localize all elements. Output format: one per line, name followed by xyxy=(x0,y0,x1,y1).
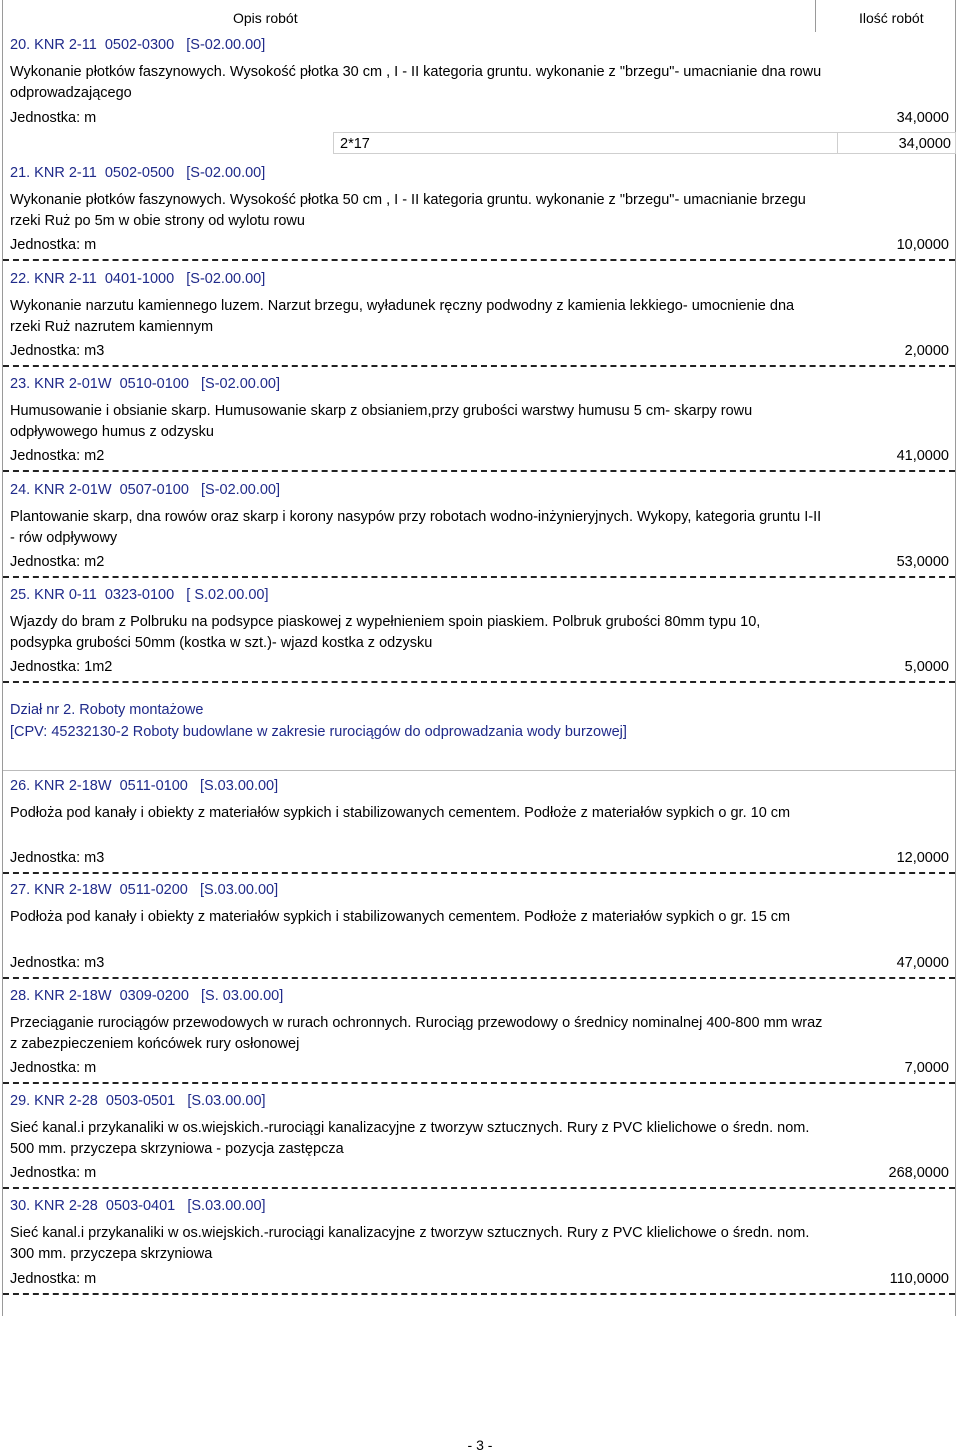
position-quantity: 2,0000 xyxy=(904,343,949,359)
position-description: Wykonanie płotków faszynowych. Wysokość płotka 50 cm , I - II kategoria gruntu. wykonanie z "brzegu"- umacnianie brzegu rzeki Ruż po 5m w obie strony od wylotu rowu xyxy=(10,192,806,229)
position-code: 25. KNR 0-11 0323-0100 [ S.02.00.00] xyxy=(10,587,269,603)
position-description: Wykonanie narzutu kamiennego luzem. Narzut brzegu, wyładunek ręczny podwodny z kamienia lekkiego- umocnienie dna rzeki Ruż nazrutem kamiennym xyxy=(10,298,795,335)
position-code: 28. KNR 2-18W 0309-0200 [S. 03.00.00] xyxy=(10,988,284,1004)
position-unit: Jednostka: m2 xyxy=(10,448,105,464)
position-description: Humusowanie i obsianie skarp. Humusowanie skarp z obsianiem,przy grubości warstwy humusu 5 cm- skarpy rowu odpływowego humus z odzysku xyxy=(10,403,753,440)
position-description: Sieć kanal.i przykanaliki w os.wiejskich.-rurociągi kanalizacyjne z tworzyw sztucznych. Rury z PVC klielichowe o średn. nom. 300 mm. przyczepa skrzyniowa xyxy=(10,1225,810,1262)
description-column-header: Opis robót xyxy=(233,10,298,26)
position-description: Podłoża pod kanały i obiekty z materiałów sypkich i stabilizowanych cementem. Podłoże z materiałów sypkich o gr. 10 cm xyxy=(10,805,791,821)
cost-estimate-sheet xyxy=(2,0,956,1316)
position-description: Podłoża pod kanały i obiekty z materiałów sypkich i stabilizowanych cementem. Podłoże z materiałów sypkich o gr. 15 cm xyxy=(10,909,791,925)
item-separator xyxy=(3,681,955,683)
position-unit: Jednostka: m xyxy=(10,110,97,126)
position-quantity: 7,0000 xyxy=(904,1060,949,1076)
column-header xyxy=(3,0,955,32)
position-code: 26. KNR 2-18W 0511-0100 [S.03.00.00] xyxy=(10,778,279,794)
position-code: 23. KNR 2-01W 0510-0100 [S-02.00.00] xyxy=(10,376,281,392)
position-unit: Jednostka: m xyxy=(10,237,97,253)
position-description: Przeciąganie rurociągów przewodowych w rurach ochronnych. Rurociąg przewodowy o średnicy nominalnej 400-800 mm wraz z zabezpieczeniem końcówek rury osłonowej xyxy=(10,1015,823,1052)
position-description: Wjazdy do bram z Polbruku na podsypce piaskowej z wypełnieniem spoin piaskiem. Polbruk grubości 80mm typu 10, podsypka grubości 50mm (kostka w szt.)- wjazd kostka z odzysku xyxy=(10,614,761,651)
position-quantity: 10,0000 xyxy=(896,237,949,253)
position-description: Wykonanie płotków faszynowych. Wysokość płotka 30 cm , I - II kategoria gruntu. wykonanie z "brzegu"- umacnianie dna rowu odprowadzającego xyxy=(10,64,822,101)
quantity-calculation-row xyxy=(333,132,953,154)
quantity-column-header: Ilość robót xyxy=(859,10,924,26)
position-code: 27. KNR 2-18W 0511-0200 [S.03.00.00] xyxy=(10,882,279,898)
item-separator xyxy=(3,872,955,874)
position-unit: Jednostka: m3 xyxy=(10,850,105,866)
position-unit: Jednostka: m xyxy=(10,1060,97,1076)
position-code: 30. KNR 2-28 0503-0401 [S.03.00.00] xyxy=(10,1198,266,1214)
calc-value: 34,0000 xyxy=(898,136,951,152)
position-code: 21. KNR 2-11 0502-0500 [S-02.00.00] xyxy=(10,165,266,181)
position-quantity: 53,0000 xyxy=(896,554,949,570)
item-separator xyxy=(3,576,955,578)
section-heading xyxy=(10,699,627,743)
position-code: 29. KNR 2-28 0503-0501 [S.03.00.00] xyxy=(10,1093,266,1109)
position-unit: Jednostka: m xyxy=(10,1271,97,1287)
item-separator xyxy=(3,1187,955,1189)
position-code: 20. KNR 2-11 0502-0300 [S-02.00.00] xyxy=(10,37,266,53)
position-code: 22. KNR 2-11 0401-1000 [S-02.00.00] xyxy=(10,271,266,287)
section-title: Dział nr 2. Roboty montażowe xyxy=(10,702,204,718)
position-unit: Jednostka: m3 xyxy=(10,343,105,359)
position-unit: Jednostka: m xyxy=(10,1165,97,1181)
item-separator xyxy=(3,470,955,472)
position-unit: Jednostka: 1m2 xyxy=(10,659,113,675)
position-description: Sieć kanal.i przykanaliki w os.wiejskich.-rurociągi kanalizacyjne z tworzyw sztucznych. Rury z PVC klielichowe o średn. nom. 500 mm. przyczepa skrzyniowa - pozycja zastępcza xyxy=(10,1120,810,1157)
position-quantity: 47,0000 xyxy=(896,955,949,971)
position-quantity: 12,0000 xyxy=(896,850,949,866)
item-separator xyxy=(3,259,955,261)
calc-formula: 2*17 xyxy=(340,136,370,152)
position-quantity: 34,0000 xyxy=(896,110,949,126)
item-separator xyxy=(3,365,955,367)
position-quantity: 5,0000 xyxy=(904,659,949,675)
page-number: - 3 - xyxy=(467,1437,493,1453)
item-separator xyxy=(3,1082,955,1084)
item-separator xyxy=(3,1293,955,1295)
position-quantity: 41,0000 xyxy=(896,448,949,464)
position-quantity: 110,0000 xyxy=(889,1271,949,1287)
position-quantity: 268,0000 xyxy=(888,1165,949,1181)
position-unit: Jednostka: m2 xyxy=(10,554,105,570)
position-code: 24. KNR 2-01W 0507-0100 [S-02.00.00] xyxy=(10,482,281,498)
position-description: Plantowanie skarp, dna rowów oraz skarp i korony nasypów przy robotach wodno-inżynieryjnych. Wykopy, kategoria gruntu I-II - rów odpływowy xyxy=(10,509,822,546)
column-divider xyxy=(815,0,816,32)
item-separator xyxy=(3,977,955,979)
section-divider xyxy=(3,770,955,771)
position-unit: Jednostka: m3 xyxy=(10,955,105,971)
section-cpv: [CPV: 45232130-2 Roboty budowlane w zakresie rurociągów do odprowadzania wody burzowej] xyxy=(10,724,627,740)
